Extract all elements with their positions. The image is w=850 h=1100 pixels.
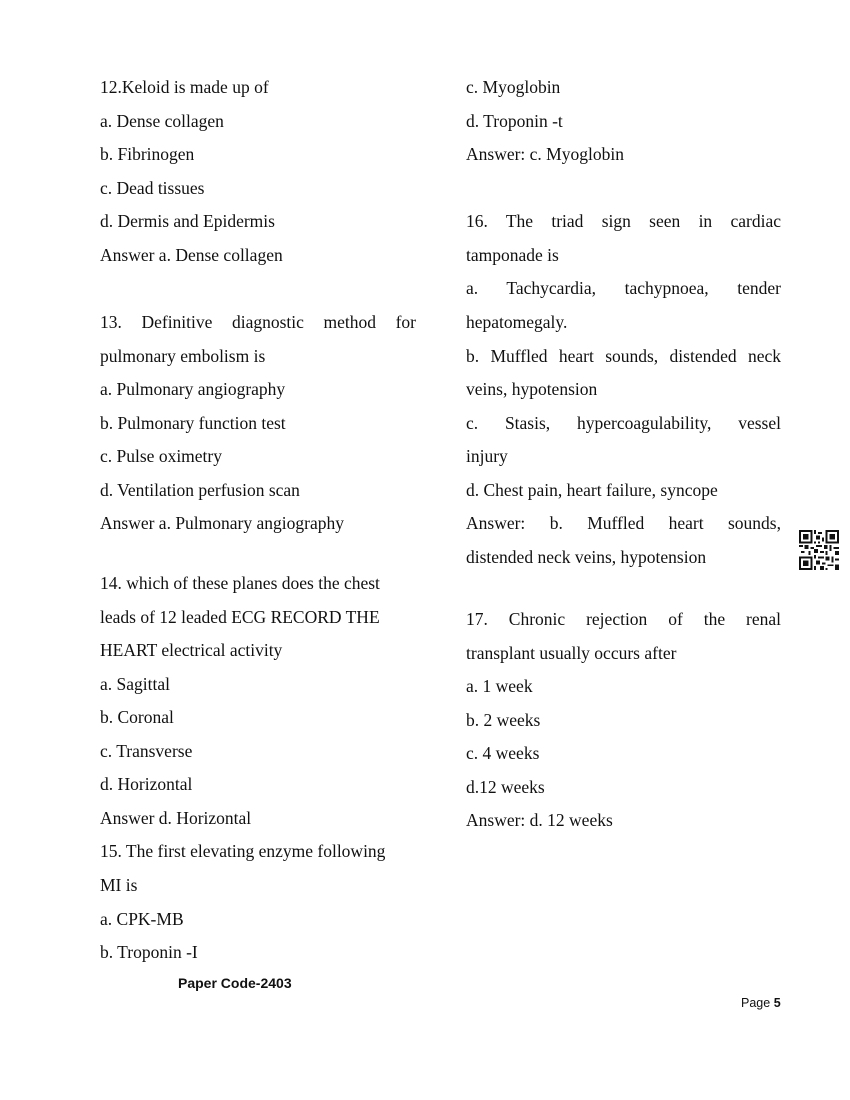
q15-answer: Answer: c. Myoglobin: [466, 144, 624, 164]
q12-option-c: c. Dead tissues: [100, 178, 205, 198]
question-15-line-1: 15. The first elevating enzyme following: [100, 841, 386, 861]
q16-option-b-line-1: b. Muffled heart sounds, distended neck: [466, 346, 781, 366]
q14-option-b: b. Coronal: [100, 707, 174, 727]
q12-answer: Answer a. Dense collagen: [100, 245, 283, 265]
question-16-line-2: tamponade is: [466, 245, 559, 265]
q17-option-d: d.12 weeks: [466, 777, 545, 797]
q17-option-b: b. 2 weeks: [466, 710, 541, 730]
question-16-line-1: 16. The triad sign seen in cardiac: [466, 211, 781, 231]
page-number-value: 5: [773, 996, 781, 1010]
q12-option-a: a. Dense collagen: [100, 111, 224, 131]
q16-option-c-line-2: injury: [466, 446, 508, 466]
q14-answer: Answer d. Horizontal: [100, 808, 252, 828]
question-12: 12.Keloid is made up of: [100, 77, 269, 97]
q17-option-a: a. 1 week: [466, 676, 533, 696]
q12-option-d: d. Dermis and Epidermis: [100, 211, 275, 231]
page-label: Page: [741, 996, 771, 1010]
q15-option-d: d. Troponin -t: [466, 111, 563, 131]
q13-option-c: c. Pulse oximetry: [100, 446, 222, 466]
question-17-line-2: transplant usually occurs after: [466, 643, 677, 663]
q13-option-a: a. Pulmonary angiography: [100, 379, 286, 399]
question-13-line-2: pulmonary embolism is: [100, 346, 266, 366]
q13-answer: Answer a. Pulmonary angiography: [100, 513, 344, 533]
q16-answer-line-2: distended neck veins, hypotension: [466, 547, 707, 567]
q13-option-b: b. Pulmonary function test: [100, 413, 286, 433]
question-14-line-3: HEART electrical activity: [100, 640, 283, 660]
question-14-line-1: 14. which of these planes does the chest: [100, 573, 380, 593]
q16-option-d: d. Chest pain, heart failure, syncope: [466, 480, 718, 500]
q14-option-d: d. Horizontal: [100, 774, 193, 794]
q16-answer-line-1: Answer: b. Muffled heart sounds,: [466, 513, 781, 533]
q17-answer: Answer: d. 12 weeks: [466, 810, 613, 830]
q17-option-c: c. 4 weeks: [466, 743, 540, 763]
q15-option-b: b. Troponin -I: [100, 942, 198, 962]
q16-option-c-line-1: c. Stasis, hypercoagulability, vessel: [466, 413, 781, 433]
q14-option-c: c. Transverse: [100, 741, 193, 761]
question-17-line-1: 17. Chronic rejection of the renal: [466, 609, 781, 629]
question-15-line-2: MI is: [100, 875, 138, 895]
q13-option-d: d. Ventilation perfusion scan: [100, 480, 300, 500]
question-14-line-2: leads of 12 leaded ECG RECORD THE: [100, 607, 380, 627]
q16-option-a-line-2: hepatomegaly.: [466, 312, 568, 332]
q16-option-a-line-1: a. Tachycardia, tachypnoea, tender: [466, 278, 781, 298]
qr-code-icon: [799, 530, 839, 570]
q15-option-c: c. Myoglobin: [466, 77, 561, 97]
question-13-line-1: 13. Definitive diagnostic method for: [100, 312, 416, 332]
q15-option-a: a. CPK-MB: [100, 909, 184, 929]
q14-option-a: a. Sagittal: [100, 674, 170, 694]
q16-option-b-line-2: veins, hypotension: [466, 379, 598, 399]
page-number: [741, 996, 781, 1010]
q12-option-b: b. Fibrinogen: [100, 144, 195, 164]
paper-code: Paper Code-2403: [178, 975, 292, 991]
